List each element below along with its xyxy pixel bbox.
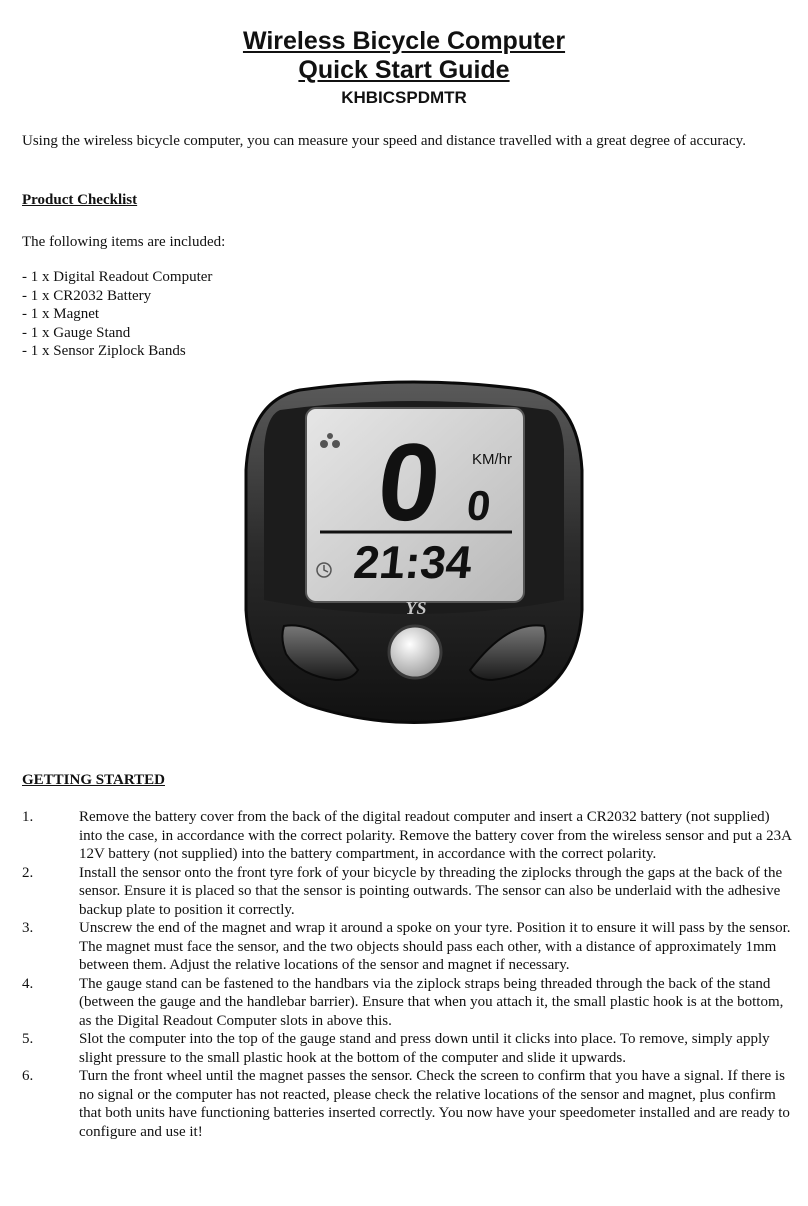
center-button <box>389 626 441 678</box>
list-item <box>22 975 792 1031</box>
step-text: Turn the front wheel until the magnet passes the sensor. Check the screen to confirm that you have a signal. If there is no signal or the computer has not reacted, please check the relative locations of the sensor and magnet, plus confirm that both units have functioning batteries inserted correctly. You now have your speedometer installed and are ready to configure and use it! <box>79 1068 790 1140</box>
unit-label: KM/hr <box>472 451 513 468</box>
step-text: Slot the computer into the top of the gauge stand and press down until it clicks into place. To remove, simply apply slight pressure to the small plastic hook at the bottom of the computer and slide it upwards. <box>79 1031 770 1066</box>
steps-list <box>22 808 792 1141</box>
step-number: 4. <box>22 975 34 992</box>
document-title: Wireless Bicycle Computer <box>242 27 566 55</box>
checklist-heading: Product Checklist <box>22 192 138 208</box>
step-number: 2. <box>22 864 34 881</box>
brand-logo: YS <box>405 598 427 618</box>
list-item: - 1 x CR2032 Battery <box>22 287 152 304</box>
list-item <box>22 808 792 864</box>
step-text: Unscrew the end of the magnet and wrap it around a spoke on your tyre. Position it to ensure it will pass by the sensor. The magnet must face the sensor, and the two objects should pass each other, with a distance of approximately 1mm between them. Adjust the relative locations of the sensor and magnet if necessary. <box>79 920 791 973</box>
step-text: Install the sensor onto the front tyre fork of your bicycle by threading the ziplocks through the gaps at the back of the sensor. Ensure it is placed so that the sensor is pointing outwards. The sensor can also be underlaid with the adhesive backup plate to position it correctly. <box>79 864 783 918</box>
checklist-intro: The following items are included: <box>22 234 226 250</box>
speed-readout: 0 <box>372 421 447 544</box>
step-number: 1. <box>22 809 34 825</box>
document-subtitle: Quick Start Guide <box>298 56 510 84</box>
list-item <box>22 1067 792 1141</box>
list-item: - 1 x Sensor Ziplock Bands <box>22 343 186 359</box>
list-item <box>22 1030 792 1067</box>
list-item: - 1 x Digital Readout Computer <box>22 269 213 285</box>
list-item: - 1 x Magnet <box>22 306 100 322</box>
list-item: - 1 x Gauge Stand <box>22 324 131 341</box>
intro-paragraph: Using the wireless bicycle computer, you can measure your speed and distance travelled with a great degree of accuracy. <box>22 133 746 149</box>
getting-started-heading: GETTING STARTED <box>22 772 165 788</box>
model-number: KHBICSPDMTR <box>341 88 467 107</box>
bicycle-computer-image <box>240 380 588 730</box>
speed-decimal: 0 <box>464 482 493 529</box>
checklist <box>22 268 212 361</box>
list-item <box>22 864 792 920</box>
step-number: 5. <box>22 1031 34 1047</box>
list-item <box>22 919 792 975</box>
step-text: Remove the battery cover from the back of the digital readout computer and insert a CR2032 battery (not supplied) into the case, in accordance with the correct polarity. Remove the battery cover from the wireless sensor and put a 23A 12V battery (not supplied) into the battery compartment, in accordance with the correct polarity. <box>79 809 792 862</box>
time-readout: 21:34 <box>351 536 475 588</box>
step-text: The gauge stand can be fastened to the handbars via the ziplock straps being threaded through the back of the stand (between the gauge and the handlebar barrier). Ensure that when you attach it, the small plastic hook is at the bottom, as the Digital Readout Computer slots in above this. <box>79 975 784 1029</box>
step-number: 6. <box>22 1068 34 1084</box>
step-number: 3. <box>22 920 34 936</box>
